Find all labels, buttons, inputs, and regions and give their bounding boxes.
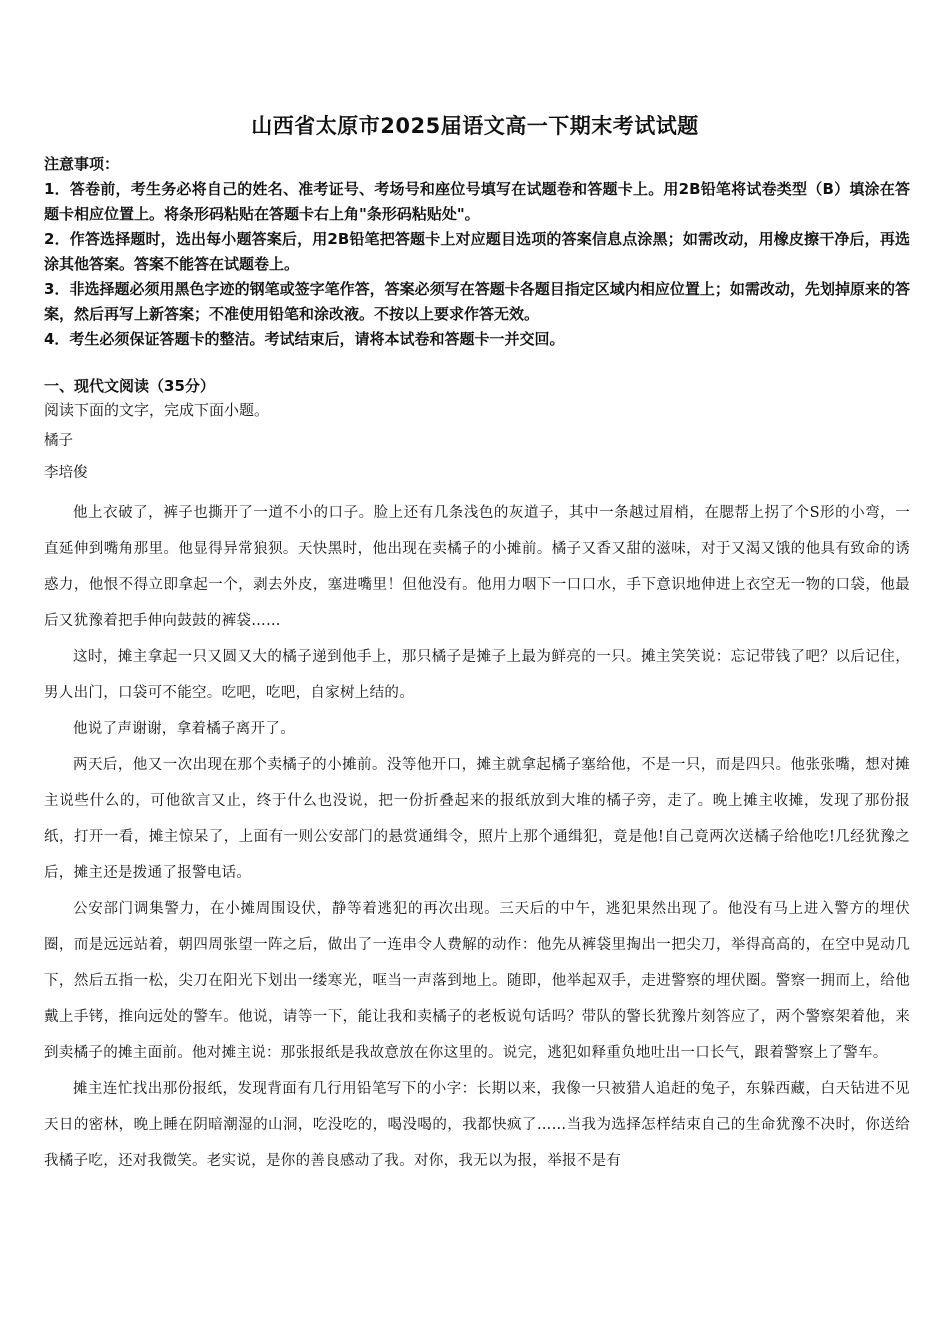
notice-item: 2．作答选择题时，选出每小题答案后，用2B铅笔把答题卡上对应题目选项的答案信息点涂黑；如需改动，用橡皮擦干净后，再选涂其他答案。答案不能答在试题卷上。 [44,230,910,273]
article-paragraph: 这时，摊主拿起一只又圆又大的橘子递到他手上，那只橘子是摊子上最为鲜亮的一只。摊主笑笑说：忘记带钱了吧？以后记住，男人出门，口袋可不能空。吃吧，吃吧，自家树上结的。 [44,649,910,701]
notice-item: 1．答卷前，考生务必将自己的姓名、准考证号、考场号和座位号填写在试题卷和答题卡上。用2B铅笔将试卷类型（B）填涂在答题卡相应位置上。将条形码粘贴在答题卡右上角"条形码粘贴处"。 [44,180,910,223]
notice-heading: 注意事项： [44,155,120,173]
article-paragraph: 他说了声谢谢，拿着橘子离开了。 [73,721,295,737]
article-paragraph: 公安部门调集警力，在小摊周围设伏，静等着逃犯的再次出现。三天后的中午，逃犯果然出现了。他没有马上进入警方的埋伏圈，而是远远站着，朝四周张望一阵之后，做出了一连串令人费解的动作：他先从裤袋里掏出一把尖刀，举得高高的，在空中晃动几下，然后五指一松，尖刀在阳光下划出一缕寒光，哐当一声落到地上。随即，他举起双手，走进警察的埋伏圈。警察一拥而上，给他戴上手铐，推向远处的警车。他说，请等一下，能让我和卖橘子的老板说句话吗？带队的警长犹豫片刻答应了，两个警察架着他，来到卖橘子的摊主面前。他对摊主说：那张报纸是我故意放在你这里的。说完，逃犯如释重负地吐出一口长气，跟着警察上了警车。 [44,901,910,1061]
exam-title: 山西省太原市2025届语文高一下期末考试试题 [251,114,699,138]
article-paragraph: 两天后，他又一次出现在那个卖橘子的小摊前。没等他开口，摊主就拿起橘子塞给他，不是一只，而是四只。他张张嘴，想对摊主说些什么的，可他欲言又止，终于什么也没说，把一份折叠起来的报纸放到大堆的橘子旁，走了。晚上摊主收摊，发现了那份报纸，打开一看，摊主惊呆了，上面有一则公安部门的悬赏通缉令，照片上那个通缉犯，竟是他!自己竟两次送橘子给他吃!几经犹豫之后，摊主还是拨通了报警电话。 [44,757,910,881]
article-paragraph: 摊主连忙找出那份报纸，发现背面有几行用铅笔写下的小字：长期以来，我像一只被猎人追赶的兔子，东躲西藏，白天钻进不见天日的密林，晚上睡在阴暗潮湿的山洞，吃没吃的，喝没喝的，我都快疯了……当我为选择怎样结束自己的生命犹豫不决时，你送给我橘子吃，还对我微笑。老实说，是你的善良感动了我。对你，我无以为报，举报不是有 [44,1081,910,1169]
section-instruction: 阅读下面的文字，完成下面小题。 [44,401,270,419]
notice-item: 4．考生必须保证答题卡的整洁。考试结束后，请将本试卷和答题卡一并交回。 [44,330,565,348]
section-title: 一、现代文阅读（35分） [44,377,215,395]
article-author: 李培俊 [44,465,88,481]
article-body [44,495,910,1179]
reading-section [44,374,910,486]
article-title: 橘子 [44,433,73,449]
notice-item: 3．非选择题必须用黑色字迹的钢笔或签字笔作答，答案必须写在答题卡各题目指定区域内相应位置上；如需改动，先划掉原来的答案，然后再写上新答案；不准使用铅笔和涂改液。不按以上要求作答无效。 [44,280,910,323]
notice-block [44,152,910,352]
article-paragraph: 他上衣破了，裤子也撕开了一道不小的口子。脸上还有几条浅色的灰道子，其中一条越过眉梢，在腮帮上拐了个S形的小弯，一直延伸到嘴角那里。他显得异常狼狈。天快黑时，他出现在卖橘子的小摊前。橘子又香又甜的滋味，对于又渴又饿的他具有致命的诱惑力，他恨不得立即拿起一个，剥去外皮，塞进嘴里！但他没有。他用力咽下一口口水，手下意识地伸进上衣空无一物的口袋，他最后又犹豫着把手伸向鼓鼓的裤袋…… [44,505,910,629]
